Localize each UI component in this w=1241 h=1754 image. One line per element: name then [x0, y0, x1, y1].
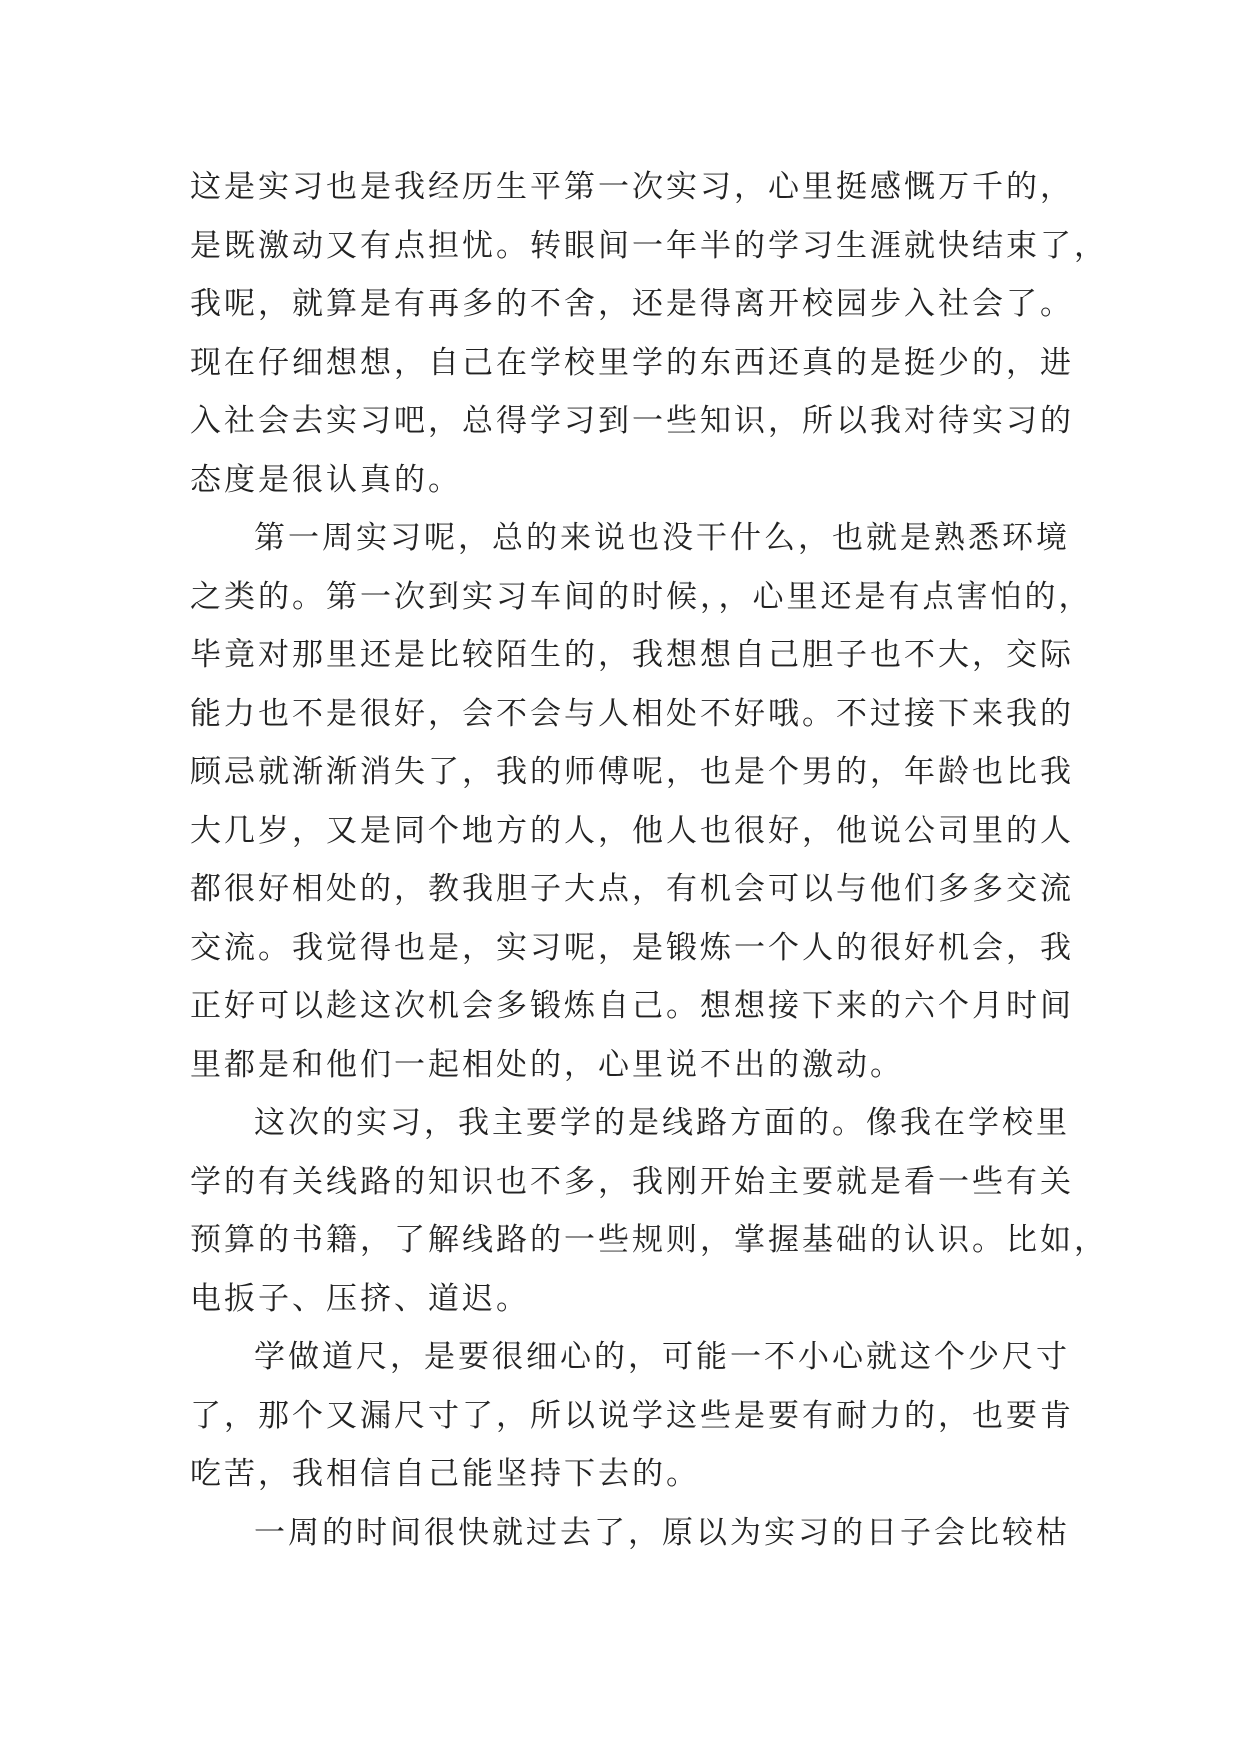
text-line: 之类的。第一次到实习车间的时候，，心里还是有点害怕的， [190, 578, 1093, 615]
text-line: 正好可以趁这次机会多锻炼自己。想想接下来的六个月时间 [190, 988, 1074, 1024]
text-line: 预算的书籍，了解线路的一些规则，掌握基础的认识。比如， [190, 1222, 1108, 1258]
paragraph-first-line: 这次的实习，我主要学的是线路方面的。像我在学校里 [254, 1105, 1070, 1141]
text-line: 学的有关线路的知识也不多，我刚开始主要就是看一些有关 [190, 1163, 1074, 1200]
text-line: 交流。我觉得也是，实习呢，是锻炼一个人的很好机会，我 [190, 929, 1074, 966]
text-line: 吃苦，我相信自己能坚持下去的。 [190, 1456, 700, 1492]
text-line: 电扳子、压挤、道迟。 [190, 1280, 530, 1317]
paragraph-first-line: 一周的时间很快就过去了，原以为实习的日子会比较枯 [254, 1514, 1070, 1551]
text-line: 了，那个又漏尺寸了，所以说学这些是要有耐力的，也要肯 [190, 1397, 1074, 1434]
text-line: 大几岁，又是同个地方的人，他人也很好，他说公司里的人 [190, 812, 1074, 849]
text-line: 毕竟对那里还是比较陌生的，我想想自己胆子也不大，交际 [190, 637, 1074, 673]
text-line: 都很好相处的，教我胆子大点，有机会可以与他们多多交流 [190, 871, 1074, 907]
paragraph-first-line: 第一周实习呢，总的来说也没干什么，也就是熟悉环境 [254, 520, 1070, 556]
document-body [190, 158, 1108, 1562]
text-line: 我呢，就算是有再多的不舍，还是得离开校园步入社会了。 [190, 286, 1074, 322]
text-line: 能力也不是很好，会不会与人相处不好哦。不过接下来我的 [190, 695, 1074, 732]
text-line: 态度是很认真的。 [190, 461, 462, 498]
text-line: 是既激动又有点担忧。转眼间一年半的学习生涯就快结束了， [190, 227, 1108, 264]
text-line: 现在仔细想想，自己在学校里学的东西还真的是挺少的，进 [190, 344, 1074, 381]
text-line: 入社会去实习吧，总得学习到一些知识，所以我对待实习的 [190, 403, 1074, 439]
text-line: 这是实习也是我经历生平第一次实习，心里挺感慨万千的， [190, 169, 1074, 205]
text-line: 里都是和他们一起相处的，心里说不出的激动。 [190, 1046, 904, 1083]
text-line: 顾忌就渐渐消失了，我的师傅呢，也是个男的，年龄也比我 [190, 754, 1074, 790]
paragraph-first-line: 学做道尺，是要很细心的，可能一不小心就这个少尺寸 [254, 1339, 1070, 1375]
